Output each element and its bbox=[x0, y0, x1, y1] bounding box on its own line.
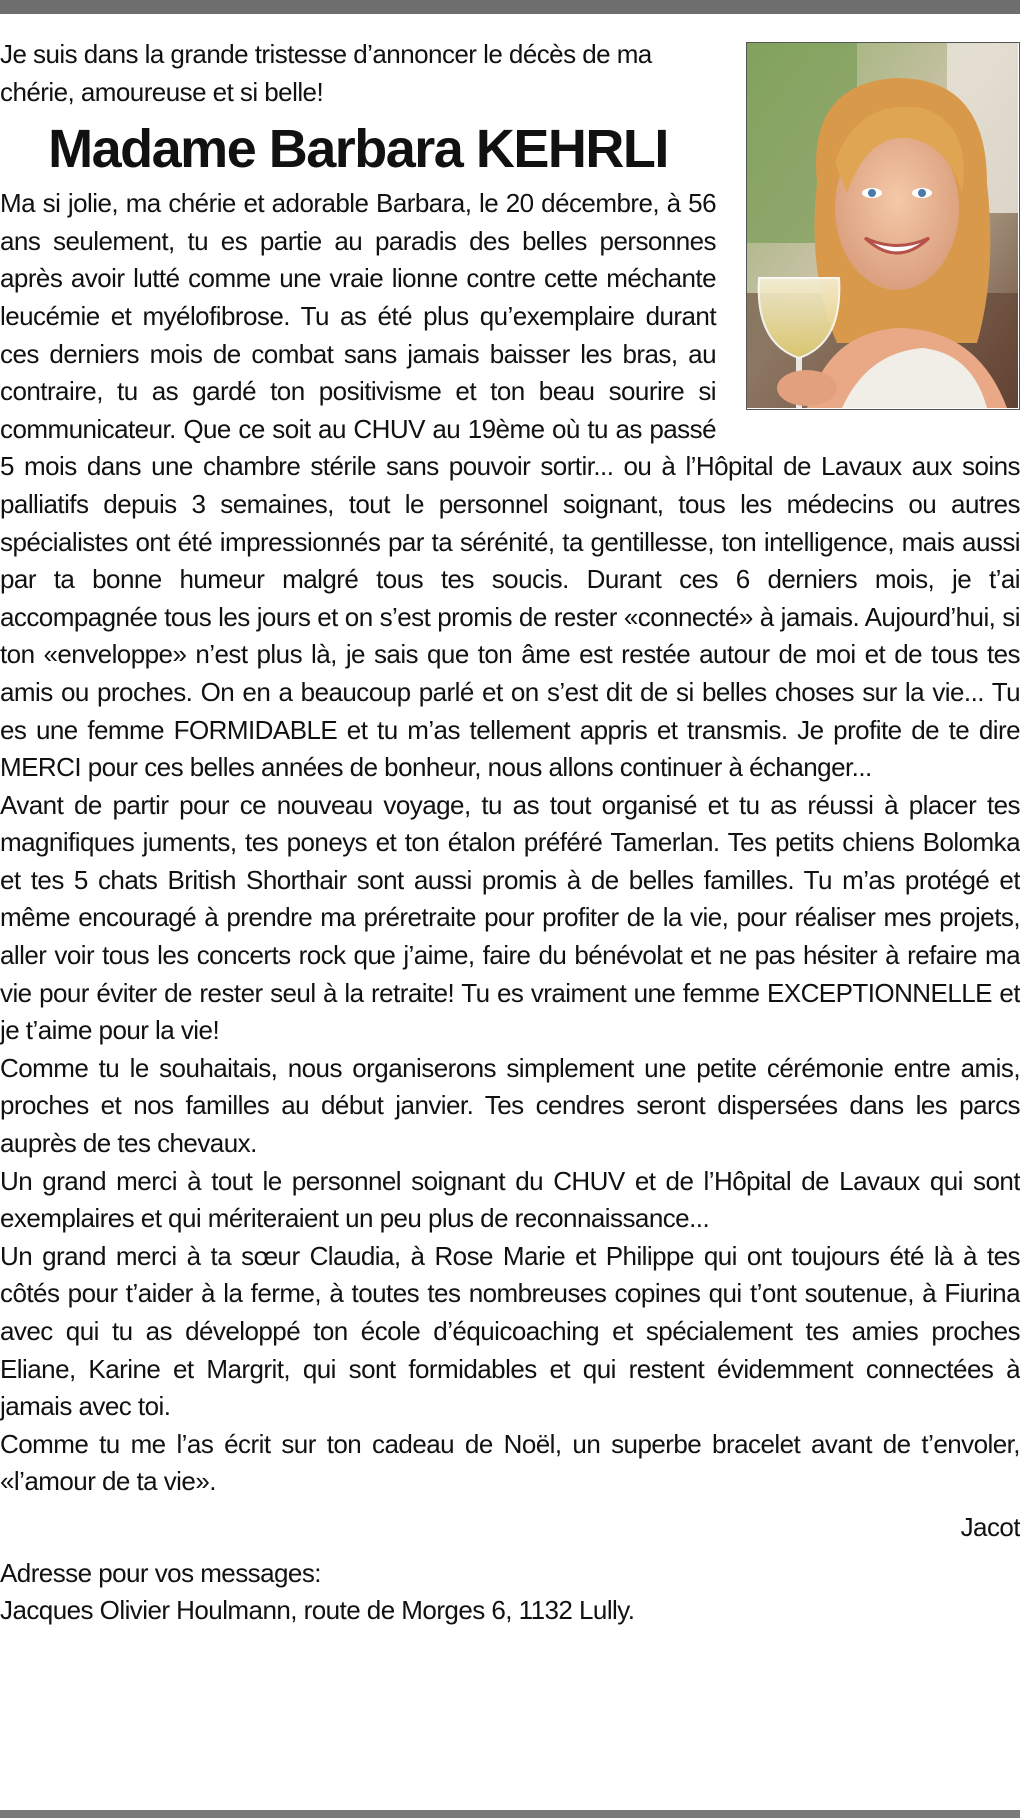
paragraph-thanks-staff: Un grand merci à tout le personnel soignant du CHUV et de l’Hôpital de Lavaux qui sont exemplaires et qui mériteraient un peu plus de reconnaissance... bbox=[0, 1165, 1020, 1234]
address-block bbox=[0, 1555, 1020, 1630]
paragraph-ceremony: Comme tu le souhaitais, nous organiserons simplement une petite cérémonie entre amis, proches et nos familles au début janvier. Tes cendres seront dispersées dans les parcs auprès de tes chevaux. bbox=[0, 1052, 1020, 1159]
bottom-border bbox=[0, 1810, 1020, 1818]
signature: Jacot bbox=[960, 1511, 1020, 1542]
address-label: Adresse pour vos messages: bbox=[0, 1557, 321, 1588]
paragraph-closing: Comme tu me l’as écrit sur ton cadeau de Noël, un superbe bracelet avant de t’envoler, «l’amour de ta vie». bbox=[0, 1428, 1020, 1497]
top-border bbox=[0, 0, 1020, 14]
paragraph-arrangements: Avant de partir pour ce nouveau voyage, tu as tout organisé et tu as réussi à placer tes magnifiques juments, tes poneys et ton étalon préféré Tamerlan. Tes petits chiens Bolomka et tes 5 chats British Shorthair sont aussi promis à de belles familles. Tu m’as protégé et même encouragé à prendre ma préretraite pour profiter de la vie, pour réaliser mes projets, aller voir tous les concerts rock que j’aime, faire du bénévolat et ne pas hésiter à refaire ma vie pour éviter de rester seul à la retraite! Tu es vraiment une femme EXCEPTIONNELLE et je t’aime pour la vie! bbox=[0, 789, 1020, 1046]
announcement-intro: Je suis dans la grande tristesse d’annoncer le décès de ma chérie, amoureuse et si belle! bbox=[0, 39, 652, 107]
portrait-photo bbox=[746, 42, 1020, 410]
address-line: Jacques Olivier Houlmann, route de Morges 6, 1132 Lully. bbox=[0, 1595, 635, 1626]
paragraph-thanks-family: Un grand merci à ta sœur Claudia, à Rose Marie et Philippe qui ont toujours été là à tes côtés pour t’aider à la ferme, à toutes tes nombreuses copines qui t’ont soutenue, à Fiurina avec qui tu as développé ton école d’équicoaching et spécialement tes amies proches Eliane, Karine et Margrit, qui sont formidables et qui restent évidemment connectées à jamais avec toi. bbox=[0, 1240, 1020, 1422]
obituary-notice bbox=[0, 36, 1020, 1630]
deceased-name: Madame Barbara KEHRLI bbox=[48, 119, 668, 180]
paragraph-tribute: Ma si jolie, ma chérie et adorable Barbara, le 20 décembre, à 56 ans seulement, tu es partie au paradis des belles personnes après avoir lutté comme une vraie lionne contre cette méchante leucémie et myélofibrose. Tu as été plus qu’exemplaire durant ces derniers mois de combat sans jamais baisser les bras, au contraire, tu as gardé ton positivisme et ton beau sourire si communicateur. Que ce soit au CHUV au 19ème où tu as passé 5 mois dans une chambre stérile sans pouvoir sortir... ou à l’Hôpital de Lavaux aux soins palliatifs depuis 3 semaines, tout le personnel soignant, tous les médecins ou autres spécialistes ont été impressionnés par ta sérénité, ta gentillesse, ton intelligence, mais aussi par ta bonne humeur malgré tous tes soucis. Durant ces 6 derniers mois, je t’ai accompagnée tous les jours et on s’est promis de rester «connecté» à jamais. Aujourd’hui, si ton «enveloppe» n’est plus là, je sais que ton âme est restée autour de moi et de tous tes amis ou proches. On en a beaucoup parlé et on s’est dit de si belles choses sur la vie... Tu es une femme FORMIDABLE et tu m’as tellement appris et transmis. Je profite de te dire MERCI pour ces belles années de bonheur, nous allons continuer à échanger... bbox=[0, 188, 1020, 783]
